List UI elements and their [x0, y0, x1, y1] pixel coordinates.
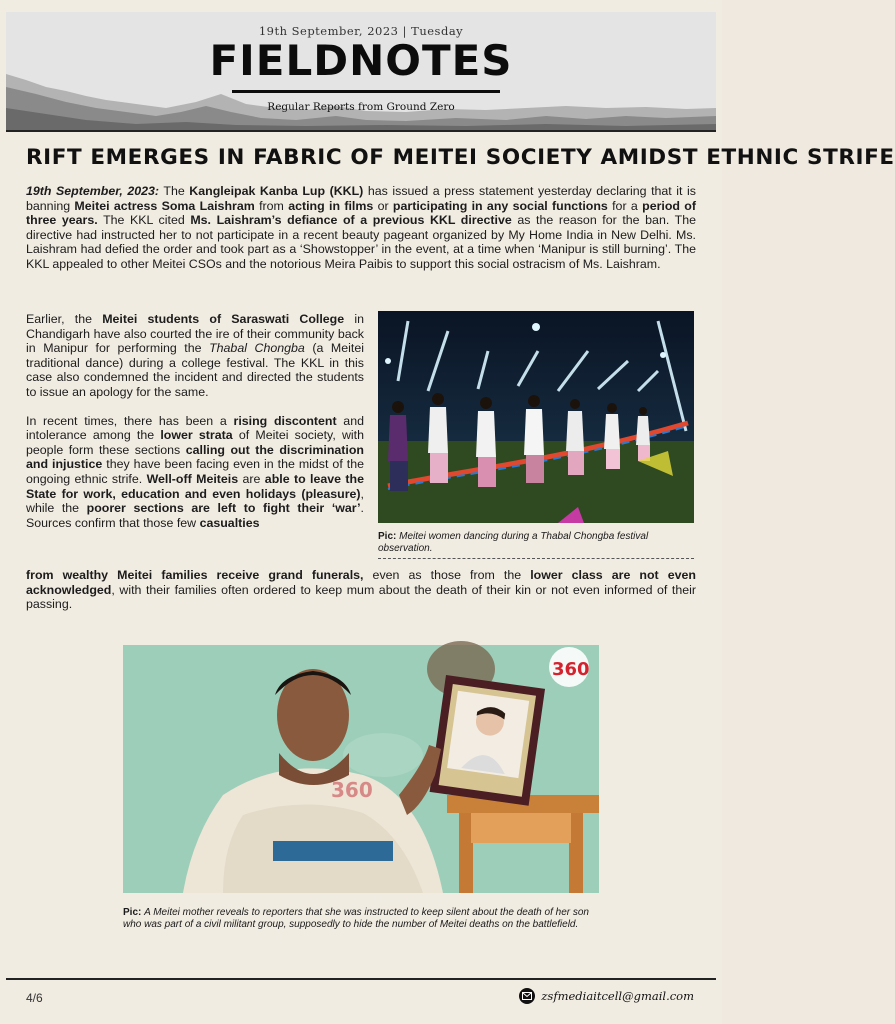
text-run: , while the	[26, 486, 364, 516]
text-run: has issued a press statement yesterday declaring that it is banning	[26, 184, 696, 213]
text-run: 19th September, 2023:	[26, 184, 160, 198]
text-run: lower class are not even acknowledged	[26, 568, 696, 597]
text-run: of Meitei society, with people form these sections	[26, 428, 364, 457]
text-run: they have been facing even in the midst of the ongoing ethnic strife.	[26, 457, 364, 486]
article-paragraph-1	[26, 184, 696, 272]
footer-divider	[6, 978, 716, 980]
text-run: Earlier, the	[26, 312, 103, 326]
dance-festival-image	[378, 311, 694, 523]
text-run: Kangleipak Kanba Lup (KKL)	[189, 184, 364, 198]
email-address[interactable]: zsfmediaitcell@gmail.com	[541, 989, 694, 1003]
text-run: rising discontent	[233, 413, 337, 428]
mother-interview-image	[123, 645, 599, 893]
text-run: poorer sections are left to fight their ‘war’	[86, 501, 361, 516]
mother-photo	[123, 645, 599, 893]
text-run: The KKL cited	[97, 213, 191, 228]
email-icon	[519, 988, 535, 1004]
page-number: 4/6	[26, 991, 43, 1005]
caption-divider	[378, 558, 694, 559]
contact-email[interactable]	[519, 988, 694, 1004]
tagline: Regular Reports from Ground Zero	[267, 101, 455, 113]
text-run: casualties	[199, 515, 260, 530]
text-run: able to leave the State for work, education and even holidays (pleasure)	[26, 471, 364, 501]
title-underline	[232, 90, 500, 93]
date-line: 19th September, 2023 | Tuesday	[258, 24, 464, 38]
text-run: period of three years.	[26, 198, 697, 228]
text-run: even as those from the	[363, 568, 531, 582]
text-run: Well-off Meiteis	[146, 471, 239, 486]
text-run: Ms. Laishram’s defiance of a previous KKL directive	[190, 213, 512, 228]
article-paragraph-2	[26, 312, 364, 400]
article-paragraph-3	[26, 414, 364, 531]
text-run: participating in any social functions	[392, 198, 608, 213]
photo-caption-1	[378, 531, 694, 555]
text-run: In recent times, there has been a	[26, 413, 234, 428]
text-run: Thabal Chongba	[209, 341, 305, 356]
article-paragraph-3-continued	[26, 568, 696, 612]
text-run: as the reason for the ban. The directive had instructed her to not participate in a recent beauty pageant organized by My Home India in New Delhi. Ms. Laishram had defied the order and took part as a ‘Showstopper’ in the event, at a time when ‘Manipur is still burning’. The KKL appealed to other Meitei CSOs and the notorious Meira Paibis to support this social ostracism of Ms. Laishram.	[26, 213, 696, 271]
dance-photo	[378, 311, 694, 523]
watermark-360-logo: 360	[552, 659, 590, 680]
text-run: (a Meitei traditional dance) during a college festival. The KKL in this case also condemned the incident and directed the students to issue an apology for the same.	[26, 341, 364, 399]
text-run: or	[373, 198, 393, 213]
text-run: from wealthy Meitei families receive grand funerals,	[26, 568, 364, 582]
text-run: . Sources confirm that those few	[26, 501, 364, 530]
text-run: calling out the discrimination and injustice	[26, 442, 364, 472]
text-run: acting in films	[288, 198, 374, 213]
article-headline: RIFT EMERGES IN FABRIC OF MEITEI SOCIETY AMIDST ETHNIC STRIFE	[26, 145, 895, 170]
caption-label: Pic:	[378, 531, 397, 542]
text-run: for a	[607, 198, 643, 213]
left-column	[26, 312, 364, 544]
photo-caption-2	[123, 907, 599, 931]
text-run: The	[159, 184, 190, 198]
caption-text: A Meitei mother reveals to reporters that she was instructed to keep silent about the death of her son who was part of a civil militant group, supposedly to hide the number of Meitei deaths on the battlefield.	[123, 907, 589, 930]
text-run: are	[238, 471, 265, 486]
text-run: Meitei actress Soma Laishram	[74, 198, 255, 213]
text-run: Meitei students of Saraswati College	[102, 312, 345, 326]
text-run: from	[254, 198, 289, 213]
publication-title: FIELDNOTES	[209, 36, 513, 85]
caption-text: Meitei women dancing during a Thabal Chongba festival observation.	[378, 531, 649, 554]
text-run: in Chandigarh have also courted the ire of their community back in Manipur for performing the	[26, 312, 364, 356]
watermark-360-mid: 360	[331, 778, 373, 802]
text-run: lower strata	[160, 428, 233, 443]
caption-label: Pic:	[123, 907, 142, 918]
header-divider	[6, 130, 716, 132]
text-run: , with their families often ordered to keep mum about the death of their kin or not even informed of their passing.	[26, 582, 696, 612]
masthead	[6, 12, 716, 132]
text-run: and intolerance among the	[26, 413, 364, 443]
